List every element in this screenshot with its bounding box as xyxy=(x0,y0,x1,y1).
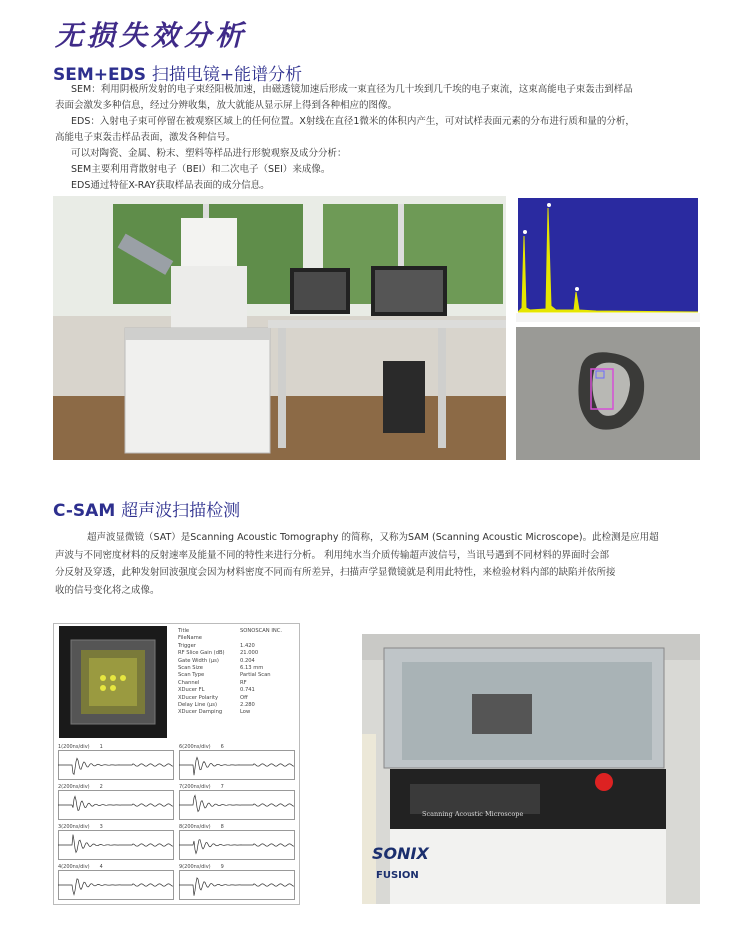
parameter-key: Title xyxy=(178,628,190,634)
waveform-scale-label: 4(200ns/div) xyxy=(58,864,90,870)
parameter-key: Gate Width (µs) xyxy=(178,657,219,664)
parameter-row xyxy=(178,650,298,657)
parameter-key: XDucer FL xyxy=(178,687,205,694)
waveform-index-label: 3 xyxy=(99,824,103,830)
waveform-cell xyxy=(179,864,295,902)
paragraph-line: 分反射及穿透，此种发射回波强度会因为材料密度不同而有所差异，扫描声学显微镜就是利用此特性，来检验材料内部的缺陷并依所接 xyxy=(55,567,616,578)
parameter-key: Scan Type xyxy=(178,672,205,679)
sem-micrograph-image xyxy=(516,327,700,460)
parameter-value: 0.741 xyxy=(240,687,255,694)
waveform-scale-label: 8(200ns/div) xyxy=(179,824,211,830)
paragraph-line: 高能电子束轰击样品表面，激发各种信号。 xyxy=(55,132,236,143)
waveform-index-label: 7 xyxy=(220,784,224,790)
waveform-cell xyxy=(179,784,295,822)
section-title-zh: 超声波扫描检测 xyxy=(121,501,241,521)
parameter-row xyxy=(178,628,298,635)
paragraph-line: EDS通过特征X-RAY获取样品表面的成分信息。 xyxy=(71,180,270,191)
parameter-row xyxy=(178,709,298,716)
csam-waveform-grid xyxy=(54,744,299,904)
paragraph-line: EDS：入射电子束可停留在被观察区域上的任何位置。X射线在直径1微米的体积内产生，可对试样表面元素的分布进行质和量的分析， xyxy=(71,116,635,127)
waveform-index-label: 6 xyxy=(220,744,224,750)
waveform-trace xyxy=(179,830,295,860)
waveform-index-label: 2 xyxy=(99,784,103,790)
waveform-trace xyxy=(179,870,295,900)
waveform-scale-label: 1(200ns/div) xyxy=(58,744,90,750)
parameter-value: 21.000 xyxy=(240,650,259,657)
parameter-value: SONOSCAN INC. xyxy=(240,628,283,634)
parameter-key: FileName xyxy=(178,635,202,642)
waveform-scale-label: 6(200ns/div) xyxy=(179,744,211,750)
waveform-trace xyxy=(179,750,295,780)
parameter-value: Partial Scan xyxy=(240,672,271,679)
parameter-row xyxy=(178,680,298,687)
waveform-trace xyxy=(179,790,295,820)
waveform-trace xyxy=(58,870,174,900)
parameter-value: 2.280 xyxy=(240,702,255,709)
parameter-row xyxy=(178,643,298,650)
parameter-value: Off xyxy=(240,694,248,701)
sem-lab-photo xyxy=(53,196,506,460)
waveform-cell xyxy=(179,824,295,862)
parameter-row xyxy=(178,635,298,642)
waveform-cell xyxy=(58,824,174,862)
csam-scan-image xyxy=(59,626,167,738)
csam-machine-photo xyxy=(362,634,700,904)
csam-parameter-table xyxy=(178,628,298,717)
parameter-key: Delay Line (µs) xyxy=(178,702,218,709)
waveform-scale-label: 2(200ns/div) xyxy=(58,784,90,790)
parameter-key: XDucer Polarity xyxy=(178,694,219,701)
machine-model: FUSION xyxy=(376,870,419,881)
parameter-row xyxy=(178,687,298,694)
parameter-value: Low xyxy=(240,709,251,716)
parameter-value: 6.13 mm xyxy=(240,665,264,672)
waveform-cell xyxy=(58,744,174,782)
machine-brand: SONIX xyxy=(372,844,429,863)
paragraph-line: 超声波显微镜（SAT）是Scanning Acoustic Tomography 的简称，又称为SAM (Scanning Acoustic Microscope)。此检测是应用超 xyxy=(87,532,659,543)
paragraph-line: 声波与不同密度材料的反射速率及能量不同的特性来进行分析。 利用纯水当介质传输超声波信号，当讯号遇到不同材料的界面时会部 xyxy=(55,549,610,561)
sem-eds-description xyxy=(55,82,705,194)
csam-result-panel xyxy=(53,623,300,905)
waveform-scale-label: 7(200ns/div) xyxy=(179,784,211,790)
waveform-trace xyxy=(58,790,174,820)
parameter-key: Trigger xyxy=(178,642,196,649)
section-title-en: C-SAM xyxy=(53,501,116,521)
waveform-scale-label: 9(200ns/div) xyxy=(179,864,211,870)
parameter-key: Scan Size xyxy=(178,665,203,672)
parameter-key: RF Slice Gain (dB) xyxy=(178,650,225,657)
paragraph-line: 表面会激发多种信息，经过分辨收集，放大就能从显示屏上得到各种相应的图像。 xyxy=(55,100,398,111)
paragraph-line: SEM主要利用背散射电子（BEI）和二次电子（SEI）来成像。 xyxy=(71,164,331,175)
parameter-row xyxy=(178,672,298,679)
paragraph-line: 收的信号变化将之成像。 xyxy=(55,584,160,596)
waveform-index-label: 8 xyxy=(220,824,224,830)
csam-description xyxy=(55,529,710,599)
section-title-csam xyxy=(53,496,240,521)
waveform-cell xyxy=(58,784,174,822)
waveform-scale-label: 3(200ns/div) xyxy=(58,824,90,830)
waveform-trace xyxy=(58,750,174,780)
eds-spectrum-image xyxy=(516,196,700,322)
page-title: 无损失效分析 xyxy=(55,19,248,52)
machine-label: Scanning Acoustic Microscope xyxy=(422,810,524,818)
parameter-row xyxy=(178,695,298,702)
waveform-index-label: 4 xyxy=(99,864,103,870)
parameter-key: Channel xyxy=(178,679,200,686)
parameter-row xyxy=(178,665,298,672)
waveform-cell xyxy=(58,864,174,902)
waveform-index-label: 1 xyxy=(99,744,103,750)
waveform-trace xyxy=(58,830,174,860)
section-title-en: SEM+EDS xyxy=(53,65,146,85)
parameter-value: 0.204 xyxy=(240,657,255,664)
parameter-value: RF xyxy=(240,679,247,686)
waveform-index-label: 9 xyxy=(220,864,224,870)
parameter-row xyxy=(178,702,298,709)
waveform-cell xyxy=(179,744,295,782)
paragraph-line: SEM：利用阴极所发射的电子束经阳极加速，由磁透镜加速后形成一束直径为几十埃到几千埃的电子束流，这束高能电子束轰击到样品 xyxy=(71,84,633,95)
parameter-key: XDucer Damping xyxy=(178,709,223,716)
paragraph-line: 可以对陶瓷、金属、粉末、塑料等样品进行形貌观察及成分分析： xyxy=(71,148,347,159)
section-title-zh: 扫描电镜+能谱分析 xyxy=(151,65,303,85)
parameter-value: 1.420 xyxy=(240,642,255,649)
parameter-row xyxy=(178,658,298,665)
